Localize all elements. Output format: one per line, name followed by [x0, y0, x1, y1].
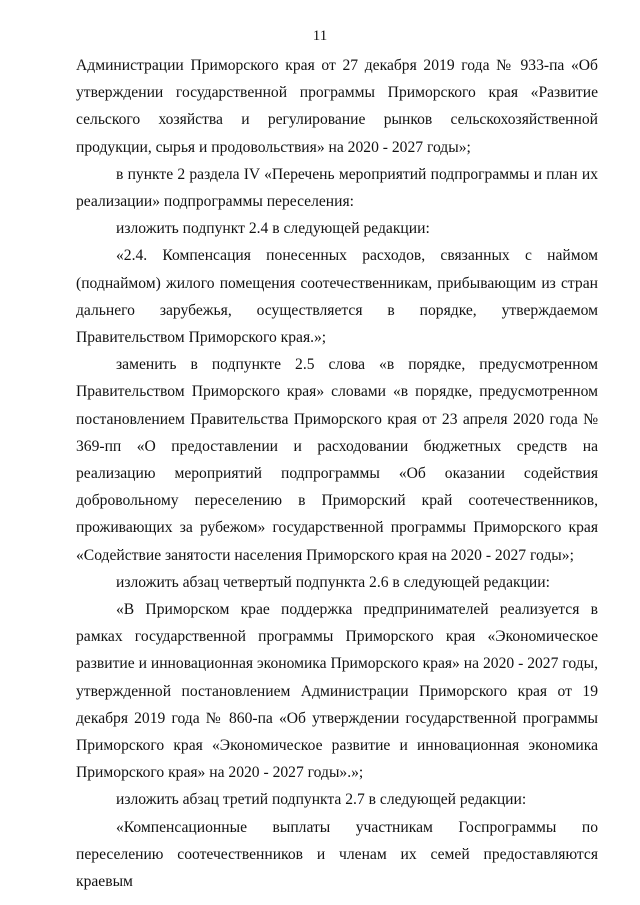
paragraph-text-2-6: «В Приморском крае поддержка предпринимателей реализуется в рамках государственной программы Приморского края «Экономическое развитие и инновационная экономика Приморского края» на 2020 - 2027 годы, утвержденной постановлением Администрации Приморского края от 19 декабря 2019 года № 860-па «Об утверждении государственной программы Приморского края «Экономическое развитие и инновационная экономика Приморского края» на 2020 - 2027 годы».»; — [76, 601, 598, 782]
paragraph-amend-2-6: изложить абзац четвертый подпункта 2.6 в следующей редакции: — [116, 573, 550, 591]
paragraph-amend-2-4: изложить подпункт 2.4 в следующей редакции: — [116, 220, 430, 238]
paragraph-amend-2-7: изложить абзац третий подпункта 2.7 в следующей редакции: — [116, 791, 527, 809]
paragraph-text-2-7: «Компенсационные выплаты участникам Госпрограммы по переселению соотечественников и членам их семей предоставляются краевым — [76, 818, 598, 891]
page-number: 11 — [312, 28, 328, 44]
paragraph-program-reference: Администрации Приморского края от 27 декабря 2019 года № 933-па «Об утверждении государственной программы Приморского края «Развитие сельского хозяйства и регулирование рынков сельскохозяйственной продукции, сырья и продовольствия» на 2020 - 2027 годы»; — [76, 57, 598, 156]
paragraph-section-iv: в пункте 2 раздела IV «Перечень мероприятий подпрограммы и план их реализации» подпрограммы переселения: — [76, 165, 598, 211]
paragraph-replace-2-5: заменить в подпункте 2.5 слова «в порядке, предусмотренном Правительством Приморского края» словами «в порядке, предусмотренном постановлением Правительства Приморского края от 23 апреля 2020 года № 369-пп «О предоставлении и расходовании бюджетных средств на реализацию мероприятий подпрограммы «Об оказании содействия добровольному переселению в Приморский край соотечественников, проживающих за рубежом» государственной программы Приморского края «Содействие занятости населения Приморского края на 2020 - 2027 годы»; — [76, 356, 598, 564]
paragraph-text-2-4: «2.4. Компенсация понесенных расходов, связанных с наймом (поднаймом) жилого помещения соотечественникам, прибывающим из стран дальнего зарубежья, осуществляется в порядке, утверждаемом Правительством Приморского края.»; — [76, 247, 598, 347]
document-body — [76, 52, 598, 895]
